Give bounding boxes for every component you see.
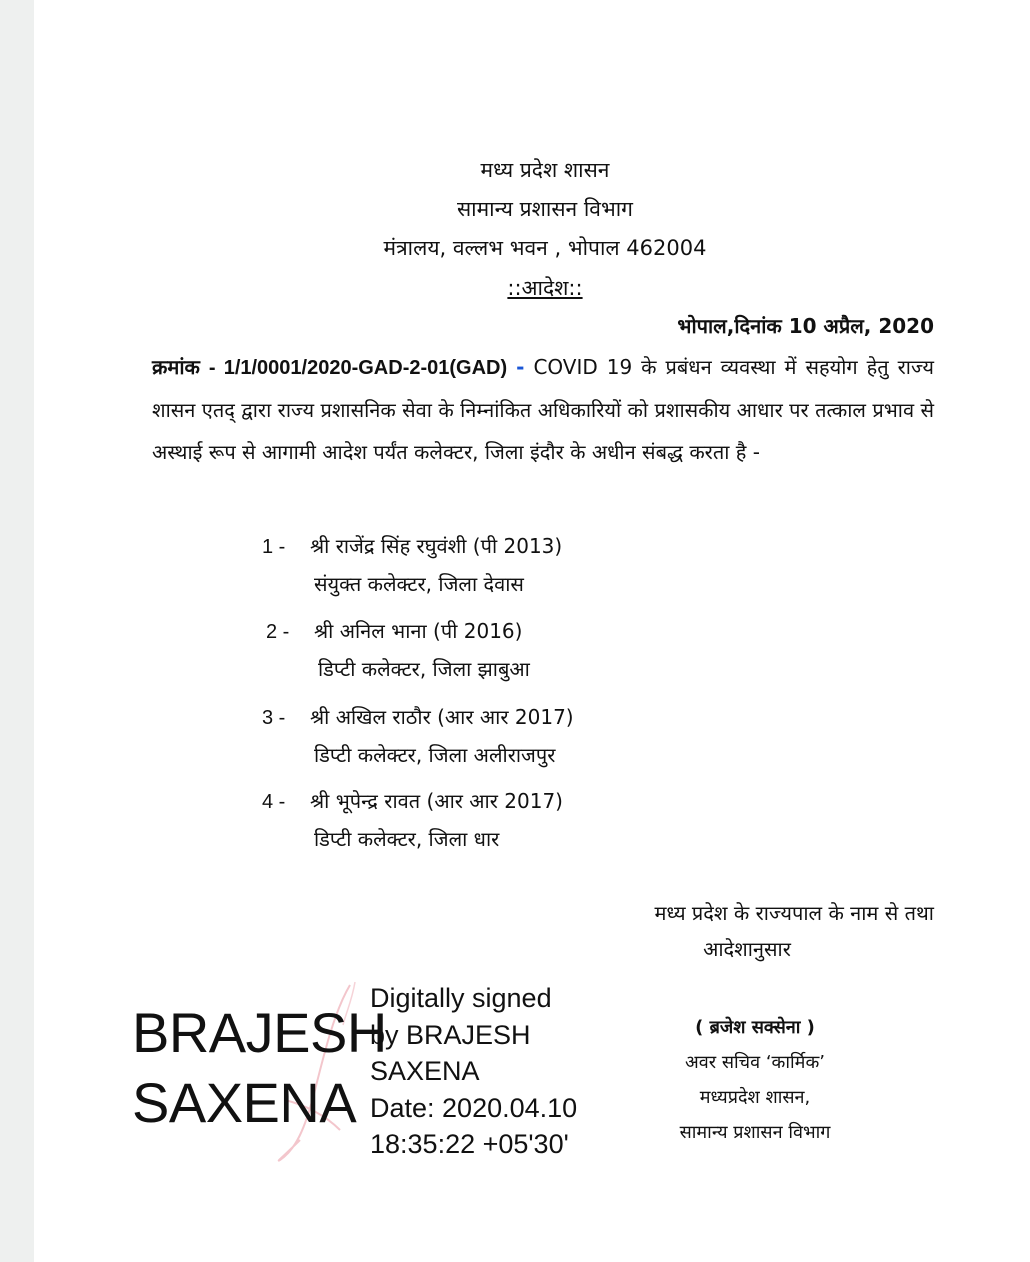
officer-item [262,699,574,774]
digital-signer-name-line-2: SAXENA [132,1071,357,1134]
digital-signature-details [370,980,577,1163]
closing-line-2: आदेशानुसार [703,937,791,961]
officer-name: श्री अनिल भाना (पी 2016) [314,619,523,643]
closing-authority [560,895,934,967]
officer-designation: डिप्टी कलेक्टर, जिला धार [314,827,500,851]
officer-designation: डिप्टी कलेक्टर, जिला अलीराजपुर [314,743,556,767]
officer-item [266,613,530,688]
officer-number: 2 - [266,621,290,643]
digital-signer-name [132,998,387,1138]
dsig-detail-line-4: Date: 2020.04.10 [370,1092,578,1123]
dsig-detail-line-5: 18:35:22 +05'30' [370,1129,569,1159]
signatory-name: ( ब्रजेश सक्सेना ) [695,1017,815,1038]
signatory-block [620,1010,890,1150]
officer-name: श्री राजेंद्र सिंह रघुवंशी (पी 2013) [310,534,563,558]
ref-number: - 1/1/0001/2020-GAD-2-01(GAD) [208,357,508,379]
date-line: भोपाल,दिनांक 10 अप्रैल, 2020 [677,314,934,338]
officer-number: 1 - [262,536,286,558]
officer-name: श्री अखिल राठौर (आर आर 2017) [310,705,574,729]
officer-designation: डिप्टी कलेक्टर, जिला झाबुआ [318,657,530,681]
dsig-detail-line-1: Digitally signed [370,983,552,1013]
left-margin-strip [0,0,34,1262]
ref-label: क्रमांक [152,355,200,379]
order-text: COVID 19 के प्रबंधन व्यवस्था में सहयोग हेतु राज्य शासन एतद् द्वारा राज्य प्रशासनिक सेवा के निम्नांकित अधिकारियों को प्रशासकीय आधार पर तत्काल प्रभाव से अस्थाई रूप से आगामी आदेश पर्यंत कलेक्टर, जिला इंदौर के अधीन संबद्ध करता है - [152,355,935,464]
officer-number: 4 - [262,791,286,813]
officer-designation: संयुक्त कलेक्टर, जिला देवास [314,572,524,596]
officer-number: 3 - [262,707,286,729]
header-address: मंत्रालय, वल्लभ भवन , भोपाल 462004 [383,236,707,260]
digital-signer-name-line-1: BRAJESH [132,1001,387,1064]
officer-item [262,783,563,858]
header-department: सामान्य प्रशासन विभाग [456,197,634,221]
signatory-office: मध्यप्रदेश शासन, [699,1087,811,1108]
closing-line-1: मध्य प्रदेश के राज्यपाल के नाम से तथा [654,901,934,925]
signatory-department: सामान्य प्रशासन विभाग [679,1122,831,1143]
dsig-detail-line-3: SAXENA [370,1056,480,1086]
dsig-detail-line-2: by BRAJESH [370,1019,531,1050]
order-title: ::आदेश:: [507,276,583,300]
officer-name: श्री भूपेन्द्र रावत (आर आर 2017) [310,789,563,813]
order-body [152,346,934,473]
ref-dash: - [516,355,525,379]
header-government: मध्य प्रदेश शासन [480,158,610,182]
signatory-designation: अवर सचिव ‘कार्मिक’ [684,1052,825,1073]
officer-item [262,528,562,603]
